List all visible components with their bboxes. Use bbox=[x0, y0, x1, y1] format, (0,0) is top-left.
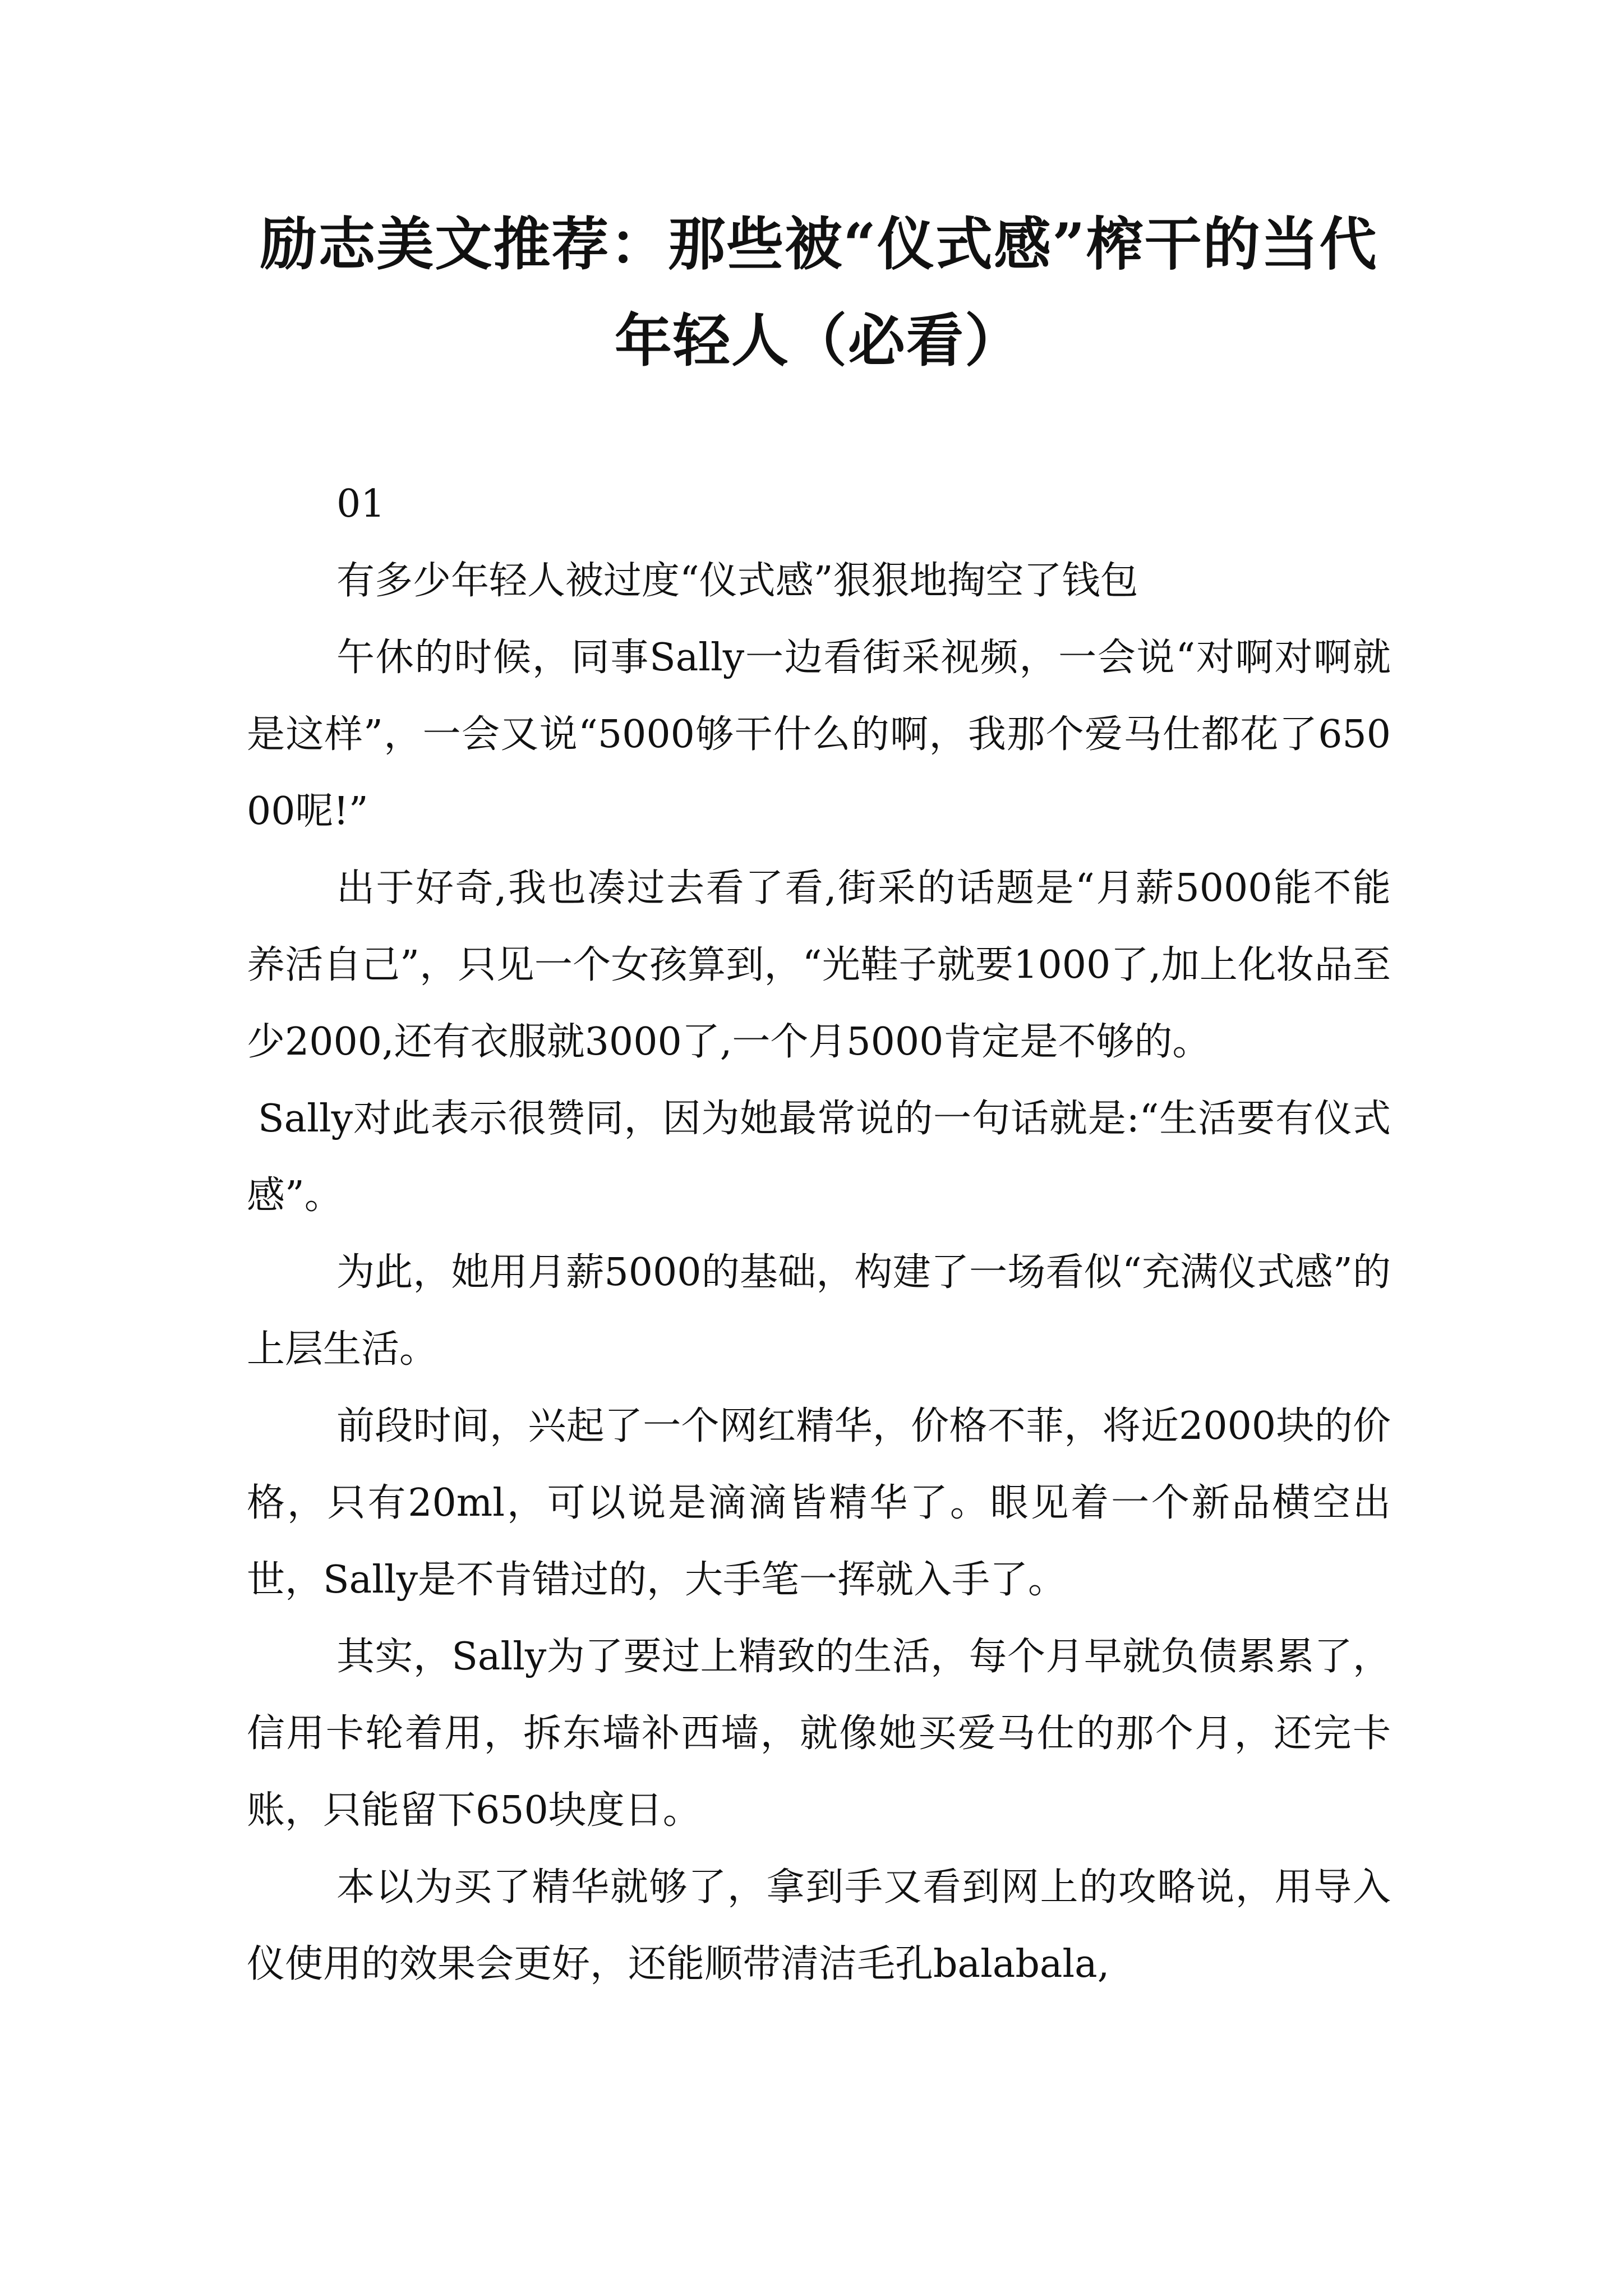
document-title: 励志美文推荐：那些被“仪式感”榨干的当代年轻人（必看） bbox=[260, 211, 1378, 375]
section-number: 01 bbox=[336, 482, 385, 526]
paragraph-1: 有多少年轻人被过度“仪式感”狠狠地掏空了钱包 bbox=[336, 559, 1138, 603]
paragraph-5: 为此，她用月薪5000的基础，构建了一场看似“充满仪式感”的上层生活。 bbox=[247, 1250, 1391, 1372]
paragraph-2: 午休的时候，同事Sally一边看街采视频，一会说“对啊对啊就是这样”，一会又说“5000够干什么的啊，我那个爱马仕都花了65000呢!” bbox=[247, 636, 1391, 834]
paragraph-4: Sally对此表示很赞同，因为她最常说的一句话就是:“生活要有仪式感”。 bbox=[247, 1097, 1391, 1218]
paragraph-8: 本以为买了精华就够了，拿到手又看到网上的攻略说，用导入仪使用的效果会更好，还能顺带清洁毛孔balabala, bbox=[247, 1865, 1391, 1986]
paragraph-3: 出于好奇,我也凑过去看了看,街采的话题是“月薪5000能不能养活自己”，只见一个女孩算到，“光鞋子就要1000了,加上化妆品至少2000,还有衣服就3000了,一个月5000肯定是不够的。 bbox=[247, 866, 1391, 1064]
document-body bbox=[247, 466, 1391, 2003]
paragraph-6: 前段时间，兴起了一个网红精华，价格不菲，将近2000块的价格，只有20ml，可以说是滴滴皆精华了。眼见着一个新品横空出世，Sally是不肯错过的，大手笔一挥就入手了。 bbox=[247, 1404, 1391, 1602]
paragraph-7: 其实，Sally为了要过上精致的生活，每个月早就负债累累了，信用卡轮着用，拆东墙补西墙，就像她买爱马仕的那个月，还完卡账，只能留下650块度日。 bbox=[247, 1635, 1391, 1833]
